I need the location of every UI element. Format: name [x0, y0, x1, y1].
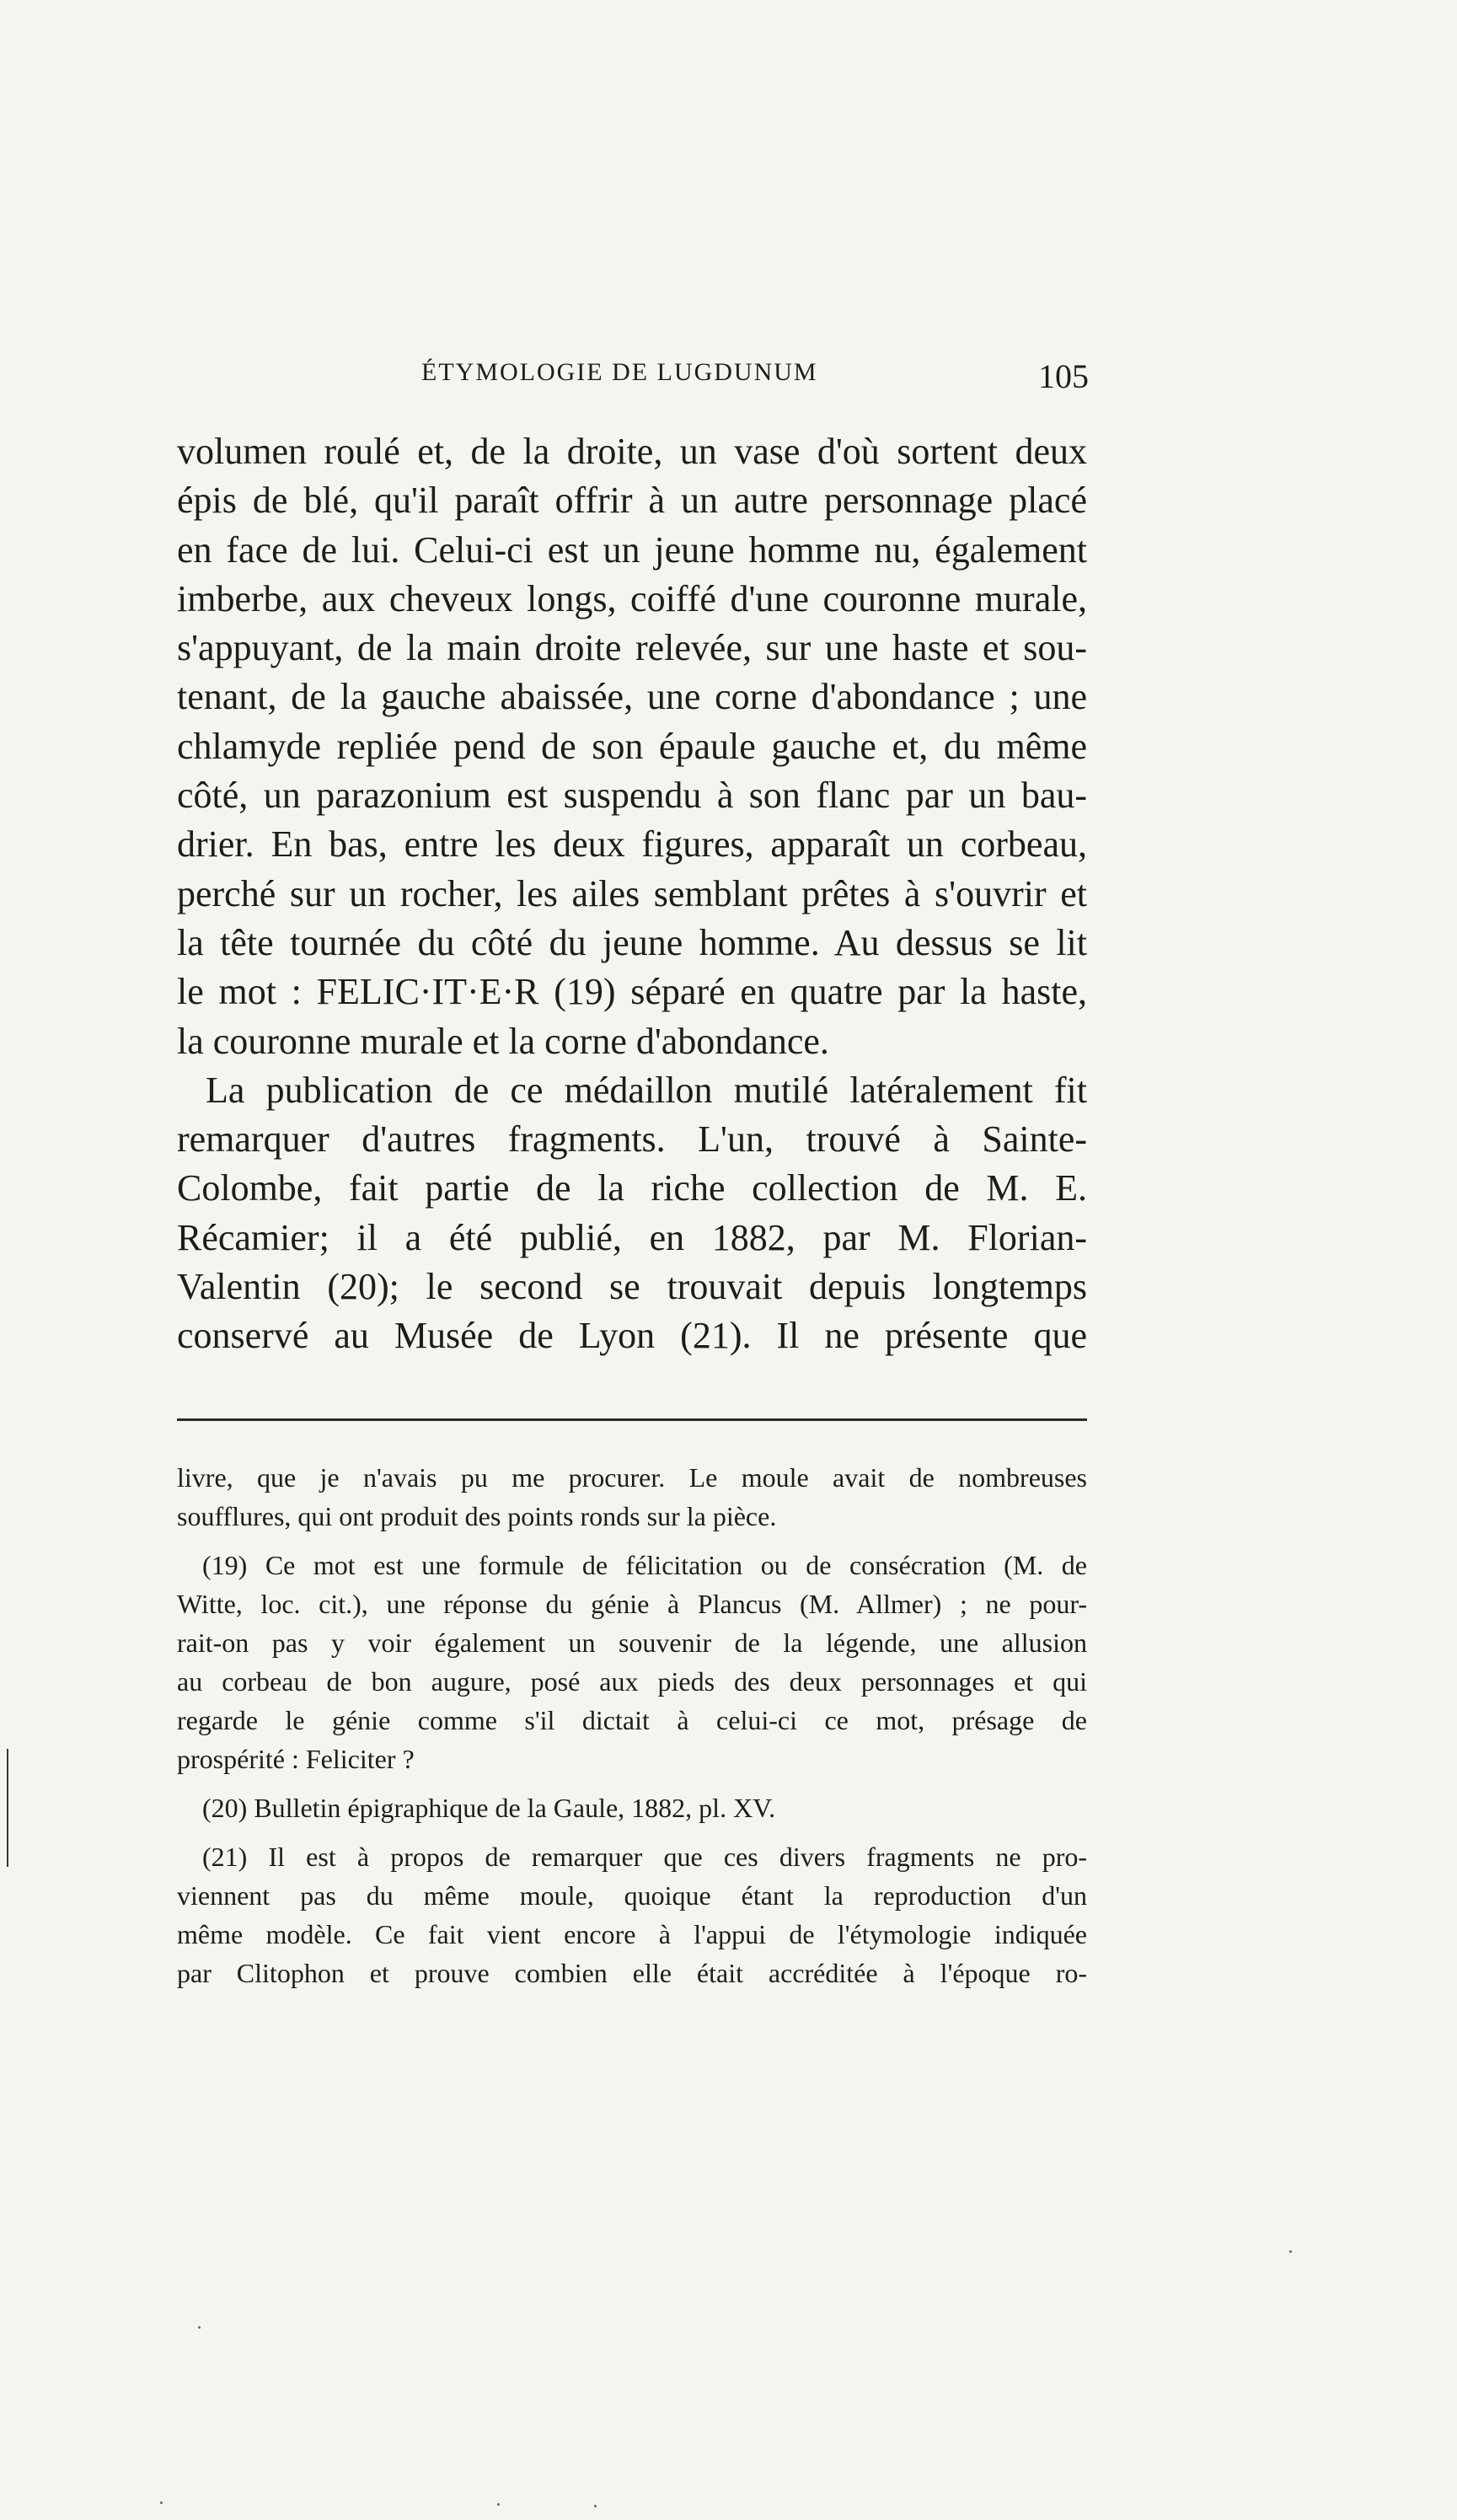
footnote-line: par Clitophon et prouve combien elle était accréditée à l'époque ro-	[177, 1958, 1087, 1988]
text-line: imberbe, aux cheveux longs, coiffé d'une couronne murale,	[177, 577, 1087, 619]
footnote-19	[177, 1546, 1087, 1778]
text-line: tenant, de la gauche abaissée, une corne d'abondance ; une	[177, 676, 1087, 718]
footnote-line: (20) Bulletin épigraphique de la Gaule, 1882, pl. XV.	[202, 1793, 776, 1823]
text-line: Colombe, fait partie de la riche collection de M. E.	[177, 1167, 1087, 1209]
footnote-line: rait-on pas y voir également un souvenir de la légende, une allusion	[177, 1627, 1087, 1658]
body-paragraph-1	[177, 427, 1087, 1066]
footnote-line: livre, que je n'avais pu me procurer. Le moule avait de nombreuses	[177, 1462, 1087, 1493]
text-line: Récamier; il a été publié, en 1882, par M. Florian-	[177, 1216, 1087, 1258]
footnote-continued	[177, 1458, 1087, 1536]
text-line: la tête tournée du côté du jeune homme. Au dessus se lit	[177, 921, 1087, 963]
page-edge-mark	[7, 1749, 8, 1867]
paper-speck	[594, 2505, 597, 2507]
page-number: 105	[1038, 357, 1089, 395]
text-line: Valentin (20); le second se trouvait depuis longtemps	[177, 1266, 1087, 1308]
footnote-line: Witte, loc. cit.), une réponse du génie à Plancus (M. Allmer) ; ne pour-	[177, 1589, 1087, 1619]
paper-speck	[497, 2503, 500, 2506]
text-line: s'appuyant, de la main droite relevée, sur une haste et sou-	[177, 627, 1087, 669]
footnote-line: au corbeau de bon augure, posé aux pieds des deux personnages et qui	[177, 1666, 1087, 1697]
text-line: La publication de ce médaillon mutilé latéralement fit	[206, 1069, 1087, 1111]
text-line: en face de lui. Celui-ci est un jeune homme nu, également	[177, 528, 1087, 571]
footnote-line: viennent pas du même moule, quoique étant la reproduction d'un	[177, 1880, 1087, 1911]
footnote-line: même modèle. Ce fait vient encore à l'appui de l'étymologie indiquée	[177, 1919, 1087, 1949]
footnote-21	[177, 1837, 1087, 1992]
paper-speck	[1289, 2250, 1292, 2253]
footnote-line: regarde le génie comme s'il dictait à celui-ci ce mot, présage de	[177, 1705, 1087, 1735]
footnote-line: (21) Il est à propos de remarquer que ces divers fragments ne pro-	[202, 1842, 1087, 1872]
running-title: ÉTYMOLOGIE DE LUGDUNUM	[421, 358, 818, 386]
text-line: remarquer d'autres fragments. L'un, trouvé à Sainte-	[177, 1118, 1087, 1161]
footnote-line: prospérité : Feliciter ?	[177, 1744, 415, 1774]
main-text	[177, 427, 1087, 1361]
footnote-20	[177, 1788, 1087, 1827]
paper-speck	[160, 2501, 163, 2504]
paper-speck	[198, 2326, 201, 2329]
text-line: chlamyde repliée pend de son épaule gauche et, du même	[177, 725, 1087, 767]
text-line: épis de blé, qu'il paraît offrir à un autre personnage placé	[177, 480, 1087, 522]
text-line: drier. En bas, entre les deux figures, apparaît un corbeau,	[177, 823, 1087, 866]
text-line: conservé au Musée de Lyon (21). Il ne présente que	[177, 1315, 1087, 1357]
page-header	[177, 358, 1087, 405]
text-line: volumen roulé et, de la droite, un vase d'où sortent deux	[177, 431, 1087, 472]
text-line: le mot : FELIC·IT·E·R (19) séparé en quatre par la haste,	[177, 971, 1087, 1013]
text-line: côté, un parazonium est suspendu à son flanc par un bau-	[177, 775, 1087, 817]
text-line: perché sur un rocher, les ailes semblant prêtes à s'ouvrir et	[177, 872, 1087, 914]
footnote-line: (19) Ce mot est une formule de félicitation ou de consécration (M. de	[202, 1550, 1087, 1580]
text-line: la couronne murale et la corne d'abondance.	[177, 1020, 829, 1062]
footnote-line: soufflures, qui ont produit des points ronds sur la pièce.	[177, 1501, 777, 1531]
body-paragraph-2	[177, 1066, 1087, 1361]
footnotes	[177, 1458, 1087, 2003]
footnote-separator	[177, 1418, 1087, 1421]
